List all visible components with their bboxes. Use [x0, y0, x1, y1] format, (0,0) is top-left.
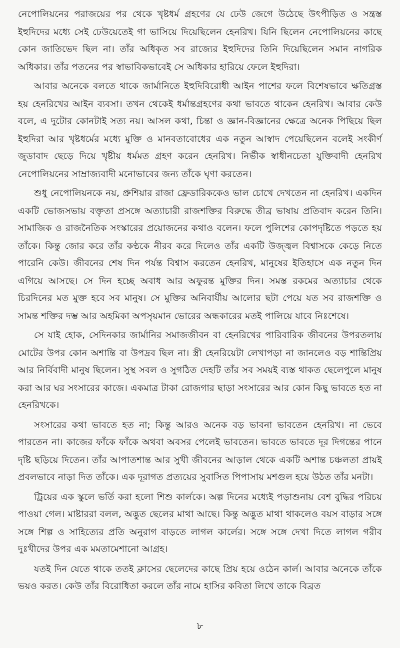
paragraph: নেপোলিয়নের পরাজয়ের পর থেকে খৃষ্টধর্ম গ্রহণের যে ঢেউ জেগে উঠেছে উৎপীড়িত ও সন্ত্রস্ত ইহুদিদের মধ্যে সেই ঢেউয়েতেই গা ভাসিয়ে দিয়েছিলেন হেনরিখ। যিনি ছিলেন নেপোলিয়নের কাছে কোন জাতিভেদ ছিল না। তাঁর অধিকৃত সব রাজ্যের ইহুদিদের তিনি দিয়েছিলেন সমান নাগরিক অধিকার। তাঁর পতনের পর স্বাভাবিকভাবেই সে অধিকার হারিয়ে ফেলে ইহুদিরা। [18, 9, 382, 73]
paragraph: সংসারের কথা ভাবতে হত না; কিন্তু আরও অনেক বড় ভাবনা ভাবতেন হেনরিখ। না ভেবে পারতেন না। কাজের ফাঁকে ফাঁকে অথবা অবসর পেলেই ভাবতেন। ভাবতে ভাবতে দূর দিগন্তের পানে দৃষ্টি ছড়িয়ে দিতেন। তাঁর আপাতশান্ত আর সুখী জীবনের আড়াল থেকে একটি অশান্ত চঞ্চলতা প্রায়ই প্রবলভাবে নাড়া দিত তাঁকে। এক দূরাগত প্রত্যয়ের সুবাসিত পিপাসায় মশগুল হয়ে উঠত তাঁর মনটা। [18, 419, 382, 483]
page-number: ৮ [196, 621, 204, 632]
paragraph: ট্রিয়ের এক স্কুলে ভর্তি করা হলো শিশু কার্লকে। অল্প দিনের মধ্যেই পড়াশুনায় বেশ বুদ্ধির পরিচয় পাওয়া গেল। মাষ্টাররা বলল, অদ্ভুত ছেলের মাথা আছে। কিন্তু অদ্ভুত মাথা থাকলেও বয়স বাড়ার সঙ্গে সঙ্গে শিল্প ও সাহিত্যের প্রতি অনুরাগ বাড়তে লাগল কার্লের। সঙ্গে সঙ্গে দেখা দিতে লাগল গরীব দুঃখীদের উপর এক মমতামেশানো আগ্রহ। [18, 491, 382, 555]
paragraph: সে যাই হোক, সেদিনকার জার্মানির সমাজজীবন বা হেনরিখের পারিবারিক জীবনের উপরতলায় মোটের উপর কোন অশান্তি বা উপদ্রব ছিল না। স্ত্রী হেনরিয়েটা লেখাপড়া না জানলেও বড় শান্তিপ্রিয় আর নির্বিবাদী মানুষ ছিলেন। সুস্থ সবল ও সুগঠিত দেহটি তাঁর সব সময়ই ব্যস্ত থাকত ছেলেপুলে মানুষ করা আর ঘর সংসারের কাজে। একমাত্র টাকা রোজগার ছাড়া সংসারের আর কোন কিছু ভাবতে হত না হেনরিখকে। [18, 330, 382, 411]
paragraph: আবার অনেকে বলতে থাকে জার্মানিতে ইহুদিবিরোধী আইন পাশের ফলে বিশেষভাবে ক্ষতিগ্রস্ত হয় হেনরিখের আইন ব্যবসা। তখন থেকেই ধর্মান্তগ্রহণের কথা ভাবতে থাকেন হেনরিখ। আবার কেউ বলে, এ দুটোর কোনটাই সত্য নয়। আসল কথা, চিন্তা ও জ্ঞান-বিজ্ঞানের ক্ষেত্রে অনেক পিছিয়ে ছিল ইহুদিরা আর খৃষ্টধর্মের মধ্যে মুক্তি ও মানবতাবোধের এক নতুন আস্বাদ পেয়েছিলেন বলেই সংকীর্ণ জুডাবাদ ছেড়ে দিয়ে খৃষ্টীয় ধর্মমত গ্রহণ করেন হেনরিখ। নির্ভীক স্বাধীনচেতা যুক্তিবাদী হেনরিখ নেপোলিয়নের সাম্রাজ্যবাদী মনোভাবের জন্য তাঁকে ঘৃণা করতেন। [18, 81, 382, 180]
paragraph: শুধু নেপোলিয়নকে নয়, প্রুশিয়ার রাজা ফ্রেডারিককেও ভাল চোখে দেখতেন না হেনরিখ। একদিন একটি ভোজসভায় বক্তৃতা প্রসঙ্গে অত্যাচারী রাজশক্তির বিরুদ্ধে তীব্র ভাষায় প্রতিবাদ করেন তিনি। সামাজিক ও রাজনৈতিক সংস্কারের প্রয়োজনের কথাও বলেন। ফলে পুলিশের কোপদৃষ্টিতে পড়তে হয় তাঁকে। কিন্তু জোর করে তাঁর কণ্ঠকে নীরব করে দিলেও তাঁর একটি উজ্জ্বল বিশ্বাসকে কেড়ে নিতে পারেনি কেউ। জীবনের শেষ দিন পর্যন্ত বিশ্বাস করতেন হেনরিখ, মানুষের ইতিহাসে এক নতুন দিন এগিয়ে আসছে। সে দিন হচ্ছে অবাধ আর অফুরন্ত মুক্তির দিন। সমস্ত রকমের অত্যাচার থেকে চিরদিনের মত মুক্ত হবে সব মানুষ। সে মুক্তির অনিবার্যীয় আলোর ছটা পেয়ে যত সব রাজশক্তি ও সামন্ত শক্তির দম্ভ আর অহমিকা অপসৃয়মান ভোরের অন্ধকারের মতই পালিয়ে যাবে নিঃশেষে। [18, 188, 382, 322]
paragraph: যতই দিন যেতে থাকে ততই ক্লাসের ছেলেদের কাছে প্রিয় হয়ে ওঠেন কার্ল। আবার অনেকে তাঁকে ভয়ও করত। কেউ তাঁর বিরোধিতা করলে তাঁর নামে হাসির কবিতা লিখে তাকে বিব্রত [18, 563, 382, 592]
